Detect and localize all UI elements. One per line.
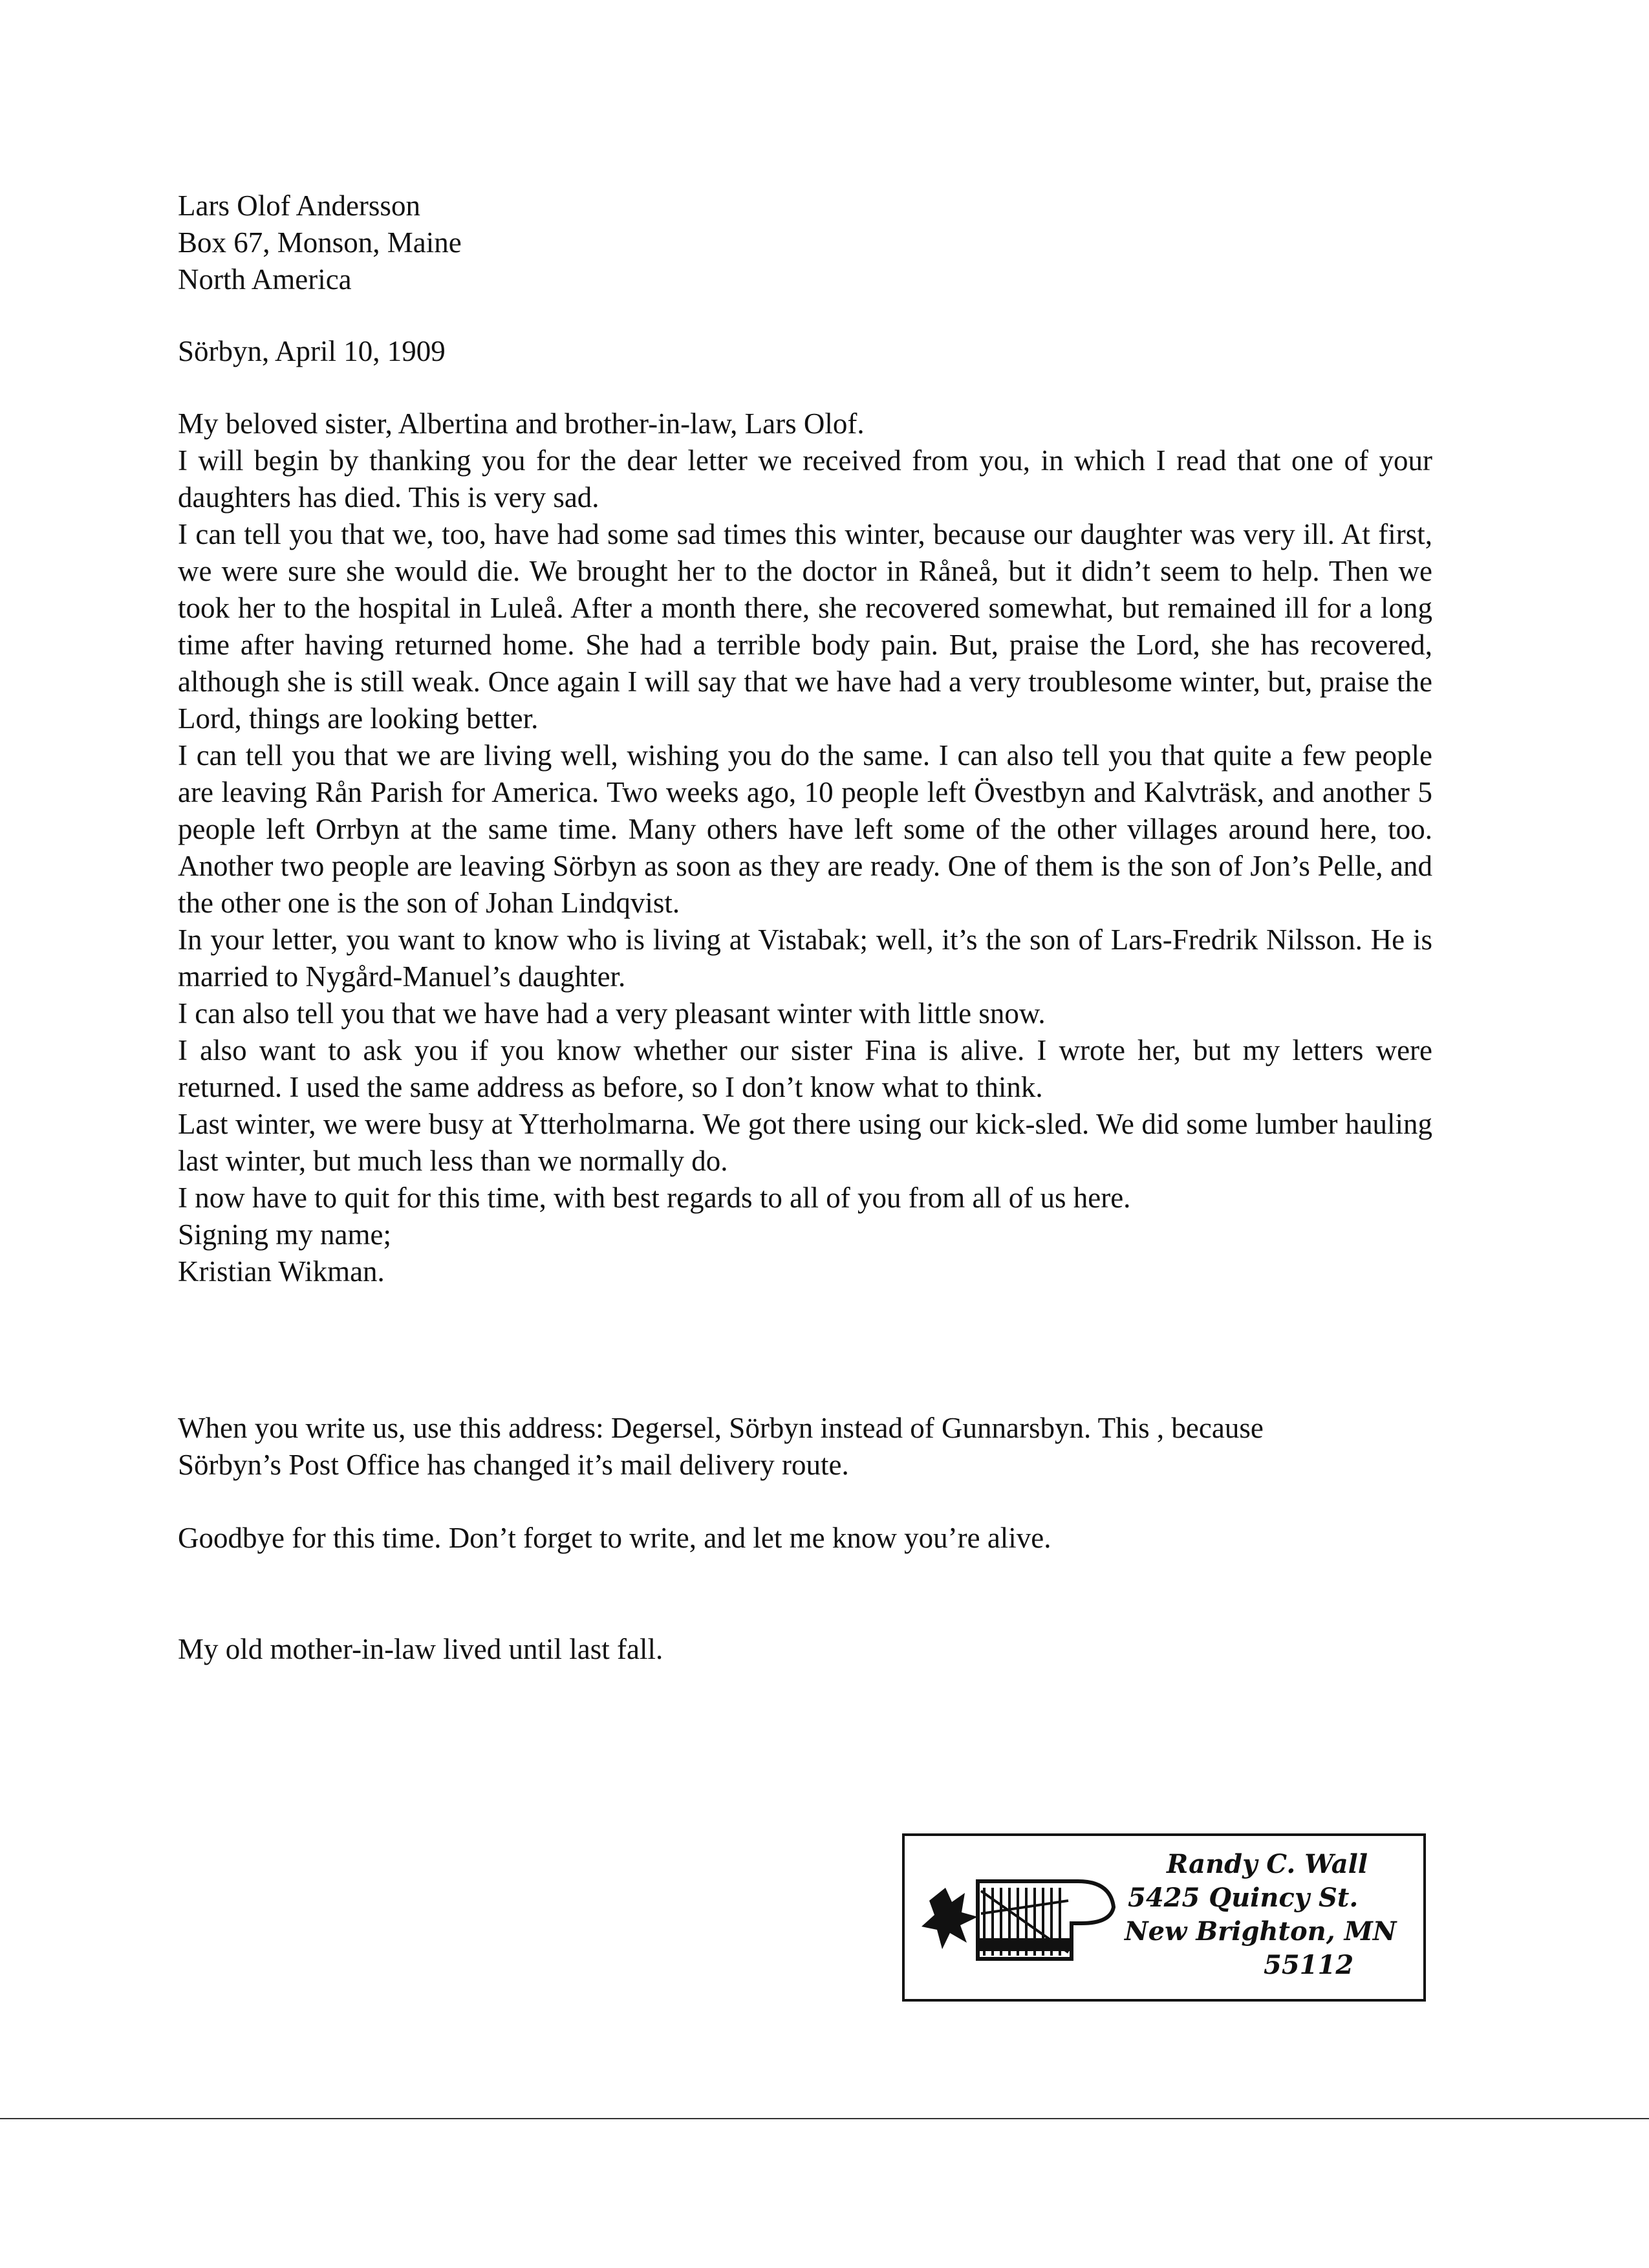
body-paragraph: I also want to ask you if you know whether our sister Fina is alive. I wrote her, but my letters were returned. I used the same address as before, so I don’t know what to think. bbox=[178, 1034, 1432, 1103]
stamp-name: Randy C. Wall bbox=[1167, 1849, 1368, 1879]
greeting: My beloved sister, Albertina and brother-in-law, Lars Olof. bbox=[178, 407, 865, 440]
goodbye-text: Goodbye for this time. Don’t forget to write, and let me know you’re alive. bbox=[178, 1522, 1051, 1554]
stamp-city: New Brighton, MN bbox=[1125, 1916, 1397, 1947]
recipient-name: Lars Olof Andersson bbox=[178, 189, 420, 222]
postscript-note bbox=[178, 1631, 1432, 1668]
body-paragraph: I will begin by thanking you for the dear letter we received from you, in which I read that one of your daughters has died. This is very sad. bbox=[178, 444, 1432, 513]
stamp-zip: 55112 bbox=[1264, 1950, 1354, 1980]
piano-stamp-icon bbox=[916, 1862, 1123, 1978]
body-paragraph: I can tell you that we, too, have had some sad times this winter, because our daughter was very ill. At first, we were sure she would die. We brought her to the doctor in Råneå, but it didn’t seem to help. Then we took her to the hospital in Luleå. After a month there, she recovered somewhat, but remained ill for a long time after having returned home. She had a terrible body pain. But, praise the Lord, she has recovered, although she is still weak. Once again I will say that we have had a very troublesome winter, but, praise the Lord, things are looking better. bbox=[178, 518, 1432, 735]
bottom-divider bbox=[0, 2118, 1649, 2119]
mother-in-law-text: My old mother-in-law lived until last fall. bbox=[178, 1633, 663, 1665]
address-note-line: Sörbyn’s Post Office has changed it’s mail delivery route. bbox=[178, 1449, 849, 1481]
address-note-line: When you write us, use this address: Degersel, Sörbyn instead of Gunnarsbyn. This , because bbox=[178, 1412, 1264, 1444]
date-text: Sörbyn, April 10, 1909 bbox=[178, 335, 446, 367]
letter-body bbox=[178, 405, 1432, 1290]
recipient-street: Box 67, Monson, Maine bbox=[178, 226, 462, 259]
dateline bbox=[178, 333, 1432, 370]
body-paragraph: Last winter, we were busy at Ytterholmarna. We got there using our kick-sled. We did some lumber hauling last winter, but much less than we normally do. bbox=[178, 1108, 1432, 1177]
recipient-address bbox=[178, 188, 1432, 298]
recipient-country: North America bbox=[178, 263, 352, 296]
body-paragraph: I can tell you that we are living well, wishing you do the same. I can also tell you that quite a few people are leaving Rån Parish for America. Two weeks ago, 10 people left Övestbyn and Kalvträsk, and another 5 people left Orrbyn at the same time. Many others have left some of the other villages around here, too. Another two people are leaving Sörbyn as soon as they are ready. One of them is the son of Jon’s Pelle, and the other one is the son of Johan Lindqvist. bbox=[178, 739, 1432, 919]
body-paragraph: In your letter, you want to know who is living at Vistabak; well, it’s the son of Lars-Fredrik Nilsson. He is married to Nygård-Manuel’s daughter. bbox=[178, 923, 1432, 993]
stamp-street: 5425 Quincy St. bbox=[1128, 1883, 1359, 1913]
goodbye-note bbox=[178, 1520, 1432, 1557]
signature: Kristian Wikman. bbox=[178, 1255, 385, 1288]
address-note bbox=[178, 1410, 1432, 1484]
return-address-stamp bbox=[902, 1833, 1426, 2002]
body-paragraph: I now have to quit for this time, with best regards to all of you from all of us here. bbox=[178, 1182, 1131, 1214]
body-paragraph: I can also tell you that we have had a very pleasant winter with little snow. bbox=[178, 997, 1046, 1030]
signing-line: Signing my name; bbox=[178, 1218, 391, 1251]
stamp-address bbox=[1112, 1848, 1416, 1982]
